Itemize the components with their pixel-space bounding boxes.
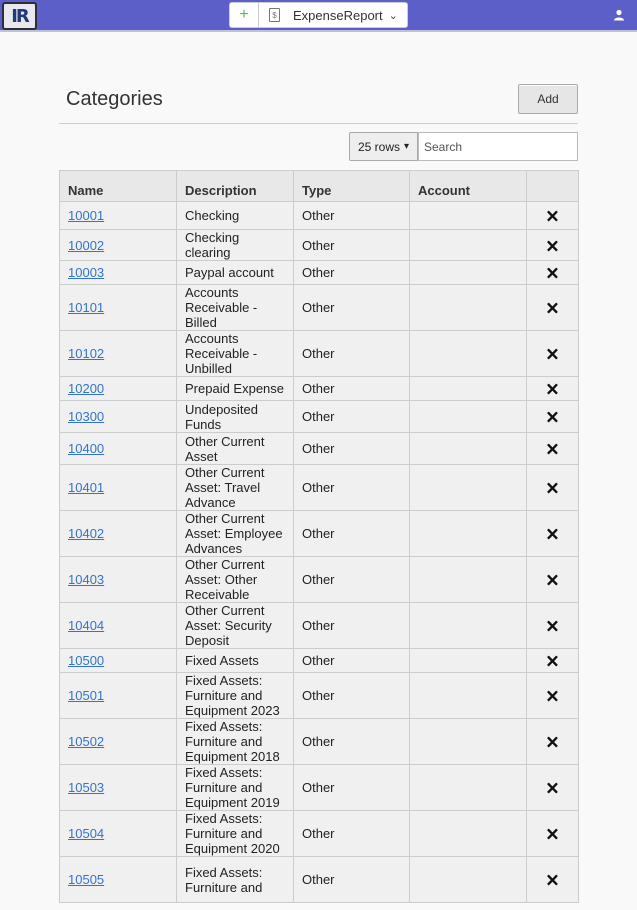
category-name-link[interactable]: 10300 bbox=[68, 409, 105, 424]
table-row bbox=[60, 401, 579, 433]
category-description-cell: Paypal account bbox=[177, 261, 294, 285]
category-name-link[interactable]: 10502 bbox=[68, 734, 105, 749]
add-category-button[interactable]: Add bbox=[518, 84, 578, 114]
table-row bbox=[60, 331, 579, 377]
category-type-cell: Other bbox=[294, 511, 410, 557]
category-name-cell bbox=[60, 511, 177, 557]
delete-icon[interactable]: 🗙 bbox=[546, 871, 559, 888]
category-type-cell: Other bbox=[294, 285, 410, 331]
table-row bbox=[60, 811, 579, 857]
column-header-name[interactable]: Name bbox=[60, 171, 177, 202]
category-account-cell bbox=[410, 401, 527, 433]
delete-cell bbox=[527, 603, 579, 649]
category-name-cell bbox=[60, 811, 177, 857]
category-name-cell bbox=[60, 465, 177, 511]
delete-icon[interactable]: 🗙 bbox=[546, 345, 559, 362]
categories-table bbox=[59, 170, 579, 903]
category-description-cell: Fixed Assets: Furniture and Equipment 2019 bbox=[177, 765, 294, 811]
user-icon[interactable] bbox=[613, 9, 625, 21]
delete-icon[interactable]: 🗙 bbox=[546, 479, 559, 496]
category-type-cell: Other bbox=[294, 377, 410, 401]
category-type-cell: Other bbox=[294, 673, 410, 719]
delete-icon[interactable]: 🗙 bbox=[546, 207, 559, 224]
delete-cell bbox=[527, 719, 579, 765]
category-type-cell: Other bbox=[294, 811, 410, 857]
delete-cell bbox=[527, 202, 579, 230]
category-name-link[interactable]: 10200 bbox=[68, 381, 105, 396]
category-account-cell bbox=[410, 603, 527, 649]
category-name-link[interactable]: 10003 bbox=[68, 265, 105, 280]
delete-icon[interactable]: 🗙 bbox=[546, 299, 559, 316]
delete-icon[interactable]: 🗙 bbox=[546, 408, 559, 425]
column-header-account[interactable]: Account bbox=[410, 171, 527, 202]
table-row bbox=[60, 465, 579, 511]
category-account-cell bbox=[410, 719, 527, 765]
delete-cell bbox=[527, 377, 579, 401]
app-logo[interactable] bbox=[2, 2, 37, 30]
table-row bbox=[60, 202, 579, 230]
categories-table-container bbox=[59, 170, 578, 895]
category-name-cell bbox=[60, 377, 177, 401]
category-type-cell: Other bbox=[294, 465, 410, 511]
category-description-cell: Accounts Receivable - Unbilled bbox=[177, 331, 294, 377]
category-description-cell: Fixed Assets: Furniture and Equipment 2018 bbox=[177, 719, 294, 765]
delete-cell bbox=[527, 557, 579, 603]
category-description-cell: Checking bbox=[177, 202, 294, 230]
delete-icon[interactable]: 🗙 bbox=[546, 687, 559, 704]
category-name-cell bbox=[60, 230, 177, 261]
delete-cell bbox=[527, 811, 579, 857]
category-description-cell: Fixed Assets: Furniture and Equipment 2020 bbox=[177, 811, 294, 857]
category-account-cell bbox=[410, 857, 527, 903]
category-name-cell bbox=[60, 261, 177, 285]
table-row bbox=[60, 673, 579, 719]
category-type-cell: Other bbox=[294, 230, 410, 261]
delete-cell bbox=[527, 857, 579, 903]
table-row bbox=[60, 649, 579, 673]
app-switcher-dropdown[interactable] bbox=[258, 2, 408, 28]
category-name-cell bbox=[60, 765, 177, 811]
table-row bbox=[60, 433, 579, 465]
category-description-cell: Other Current Asset: Security Deposit bbox=[177, 603, 294, 649]
category-name-cell bbox=[60, 673, 177, 719]
category-name-link[interactable]: 10101 bbox=[68, 300, 105, 315]
category-account-cell bbox=[410, 765, 527, 811]
table-row bbox=[60, 719, 579, 765]
category-description-cell: Prepaid Expense bbox=[177, 377, 294, 401]
document-dollar-icon: $ bbox=[269, 8, 280, 22]
category-name-link[interactable]: 10504 bbox=[68, 826, 105, 841]
page-title: Categories bbox=[66, 88, 163, 110]
category-description-cell: Fixed Assets: Furniture and bbox=[177, 857, 294, 903]
delete-cell bbox=[527, 433, 579, 465]
category-name-link[interactable]: 10501 bbox=[68, 688, 105, 703]
column-header-type[interactable]: Type bbox=[294, 171, 410, 202]
category-name-cell bbox=[60, 401, 177, 433]
table-row bbox=[60, 377, 579, 401]
category-name-link[interactable]: 10002 bbox=[68, 237, 105, 253]
category-type-cell: Other bbox=[294, 331, 410, 377]
category-type-cell: Other bbox=[294, 603, 410, 649]
category-account-cell bbox=[410, 261, 527, 285]
category-type-cell: Other bbox=[294, 401, 410, 433]
delete-cell bbox=[527, 401, 579, 433]
delete-cell bbox=[527, 331, 579, 377]
delete-cell bbox=[527, 673, 579, 719]
delete-icon[interactable]: 🗙 bbox=[546, 525, 559, 542]
delete-cell bbox=[527, 511, 579, 557]
category-name-cell bbox=[60, 557, 177, 603]
category-account-cell bbox=[410, 202, 527, 230]
category-account-cell bbox=[410, 433, 527, 465]
table-row bbox=[60, 511, 579, 557]
category-description-cell: Fixed Assets: Furniture and Equipment 2023 bbox=[177, 673, 294, 719]
delete-cell bbox=[527, 230, 579, 261]
category-description-cell: Undeposited Funds bbox=[177, 401, 294, 433]
delete-icon[interactable]: 🗙 bbox=[546, 264, 559, 281]
category-description-cell: Other Current Asset: Employee Advances bbox=[177, 511, 294, 557]
delete-cell bbox=[527, 649, 579, 673]
category-name-cell bbox=[60, 719, 177, 765]
delete-cell bbox=[527, 261, 579, 285]
table-row bbox=[60, 857, 579, 903]
category-type-cell: Other bbox=[294, 857, 410, 903]
delete-cell bbox=[527, 765, 579, 811]
category-type-cell: Other bbox=[294, 649, 410, 673]
category-name-cell bbox=[60, 857, 177, 903]
category-account-cell bbox=[410, 465, 527, 511]
category-description-cell: Fixed Assets bbox=[177, 649, 294, 673]
category-name-cell bbox=[60, 649, 177, 673]
category-description-cell: Other Current Asset: Travel Advance bbox=[177, 465, 294, 511]
delete-icon[interactable]: 🗙 bbox=[546, 571, 559, 588]
category-account-cell bbox=[410, 285, 527, 331]
category-name-link[interactable]: 10505 bbox=[68, 872, 105, 887]
category-name-link[interactable]: 10503 bbox=[68, 780, 105, 795]
category-name-link[interactable]: 10400 bbox=[68, 441, 105, 456]
delete-cell bbox=[527, 465, 579, 511]
category-name-cell bbox=[60, 331, 177, 377]
table-row bbox=[60, 557, 579, 603]
chevron-down-icon: ⌄ bbox=[388, 9, 398, 22]
category-type-cell: Other bbox=[294, 433, 410, 465]
rows-per-page-select[interactable] bbox=[349, 132, 418, 161]
chevron-down-icon: ▾ bbox=[404, 141, 410, 152]
category-description-cell: Other Current Asset bbox=[177, 433, 294, 465]
category-name-cell bbox=[60, 202, 177, 230]
category-name-link[interactable]: 10102 bbox=[68, 346, 105, 361]
rows-per-page-value: 25 rows bbox=[358, 139, 401, 154]
logo-text: IR bbox=[11, 5, 28, 27]
table-row bbox=[60, 765, 579, 811]
category-account-cell bbox=[410, 230, 527, 261]
divider bbox=[59, 123, 578, 124]
category-description-cell: Other Current Asset: Other Receivable bbox=[177, 557, 294, 603]
category-type-cell: Other bbox=[294, 202, 410, 230]
table-header-row bbox=[60, 171, 579, 202]
delete-icon[interactable]: 🗙 bbox=[546, 652, 559, 669]
top-navbar bbox=[0, 0, 637, 32]
category-type-cell: Other bbox=[294, 557, 410, 603]
category-description-cell: Checking clearing bbox=[177, 230, 294, 261]
category-account-cell bbox=[410, 557, 527, 603]
category-account-cell bbox=[410, 649, 527, 673]
delete-icon[interactable]: 🗙 bbox=[546, 825, 559, 842]
category-name-cell bbox=[60, 603, 177, 649]
category-account-cell bbox=[410, 331, 527, 377]
new-item-button[interactable]: + bbox=[229, 2, 259, 28]
category-name-link[interactable]: 10403 bbox=[68, 572, 105, 587]
category-account-cell bbox=[410, 811, 527, 857]
delete-icon[interactable]: 🗙 bbox=[546, 236, 559, 254]
delete-icon[interactable]: 🗙 bbox=[546, 779, 559, 796]
column-header-description[interactable]: Description bbox=[177, 171, 294, 202]
app-name: ExpenseReport bbox=[293, 7, 383, 23]
table-row bbox=[60, 603, 579, 649]
category-type-cell: Other bbox=[294, 261, 410, 285]
category-description-cell: Accounts Receivable - Billed bbox=[177, 285, 294, 331]
category-name-link[interactable]: 10404 bbox=[68, 618, 105, 633]
category-name-link[interactable]: 10401 bbox=[68, 480, 105, 495]
delete-cell bbox=[527, 285, 579, 331]
table-row bbox=[60, 261, 579, 285]
table-row bbox=[60, 285, 579, 331]
category-name-link[interactable]: 10500 bbox=[68, 653, 105, 668]
search-input[interactable]: Search bbox=[418, 132, 578, 161]
delete-icon[interactable]: 🗙 bbox=[546, 440, 559, 457]
category-name-cell bbox=[60, 285, 177, 331]
category-name-link[interactable]: 10402 bbox=[68, 526, 105, 541]
column-header-actions bbox=[527, 171, 579, 202]
category-account-cell bbox=[410, 377, 527, 401]
category-type-cell: Other bbox=[294, 719, 410, 765]
category-type-cell: Other bbox=[294, 765, 410, 811]
delete-icon[interactable]: 🗙 bbox=[546, 380, 559, 397]
category-name-link[interactable]: 10001 bbox=[68, 208, 105, 223]
delete-icon[interactable]: 🗙 bbox=[546, 617, 559, 634]
delete-icon[interactable]: 🗙 bbox=[546, 733, 559, 750]
category-name-cell bbox=[60, 433, 177, 465]
table-row bbox=[60, 230, 579, 261]
category-account-cell bbox=[410, 673, 527, 719]
category-account-cell bbox=[410, 511, 527, 557]
